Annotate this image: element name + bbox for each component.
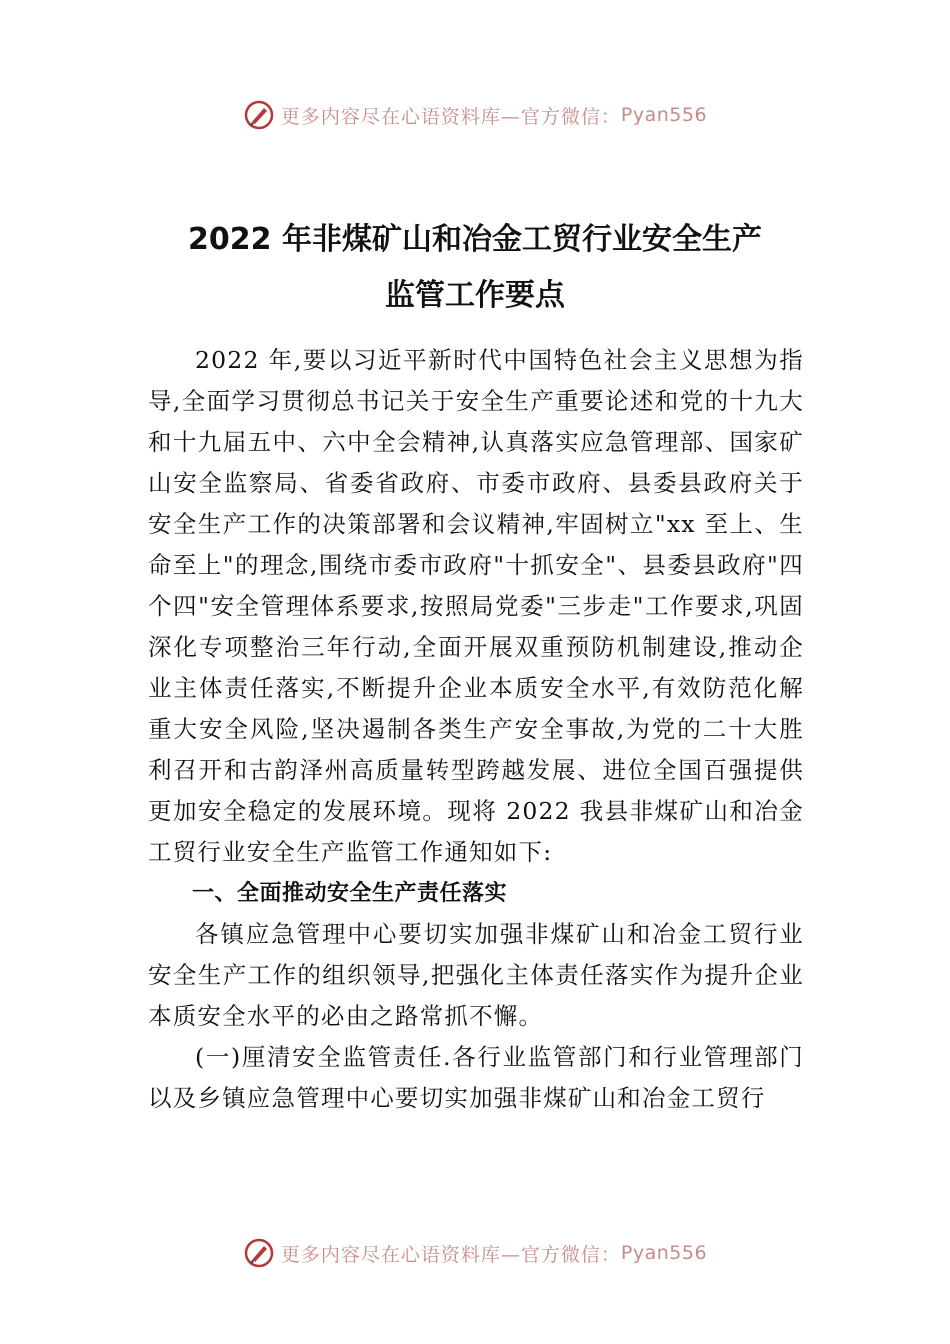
banner-wechat-id: Pyan556 [620,104,708,126]
banner-text: 更多内容尽在心语资料库—官方微信： [280,1243,621,1266]
section-1-paragraph: 各镇应急管理中心要切实加强非煤矿山和冶金工贸行业安全生产工作的组织领导,把强化主体责任落实作为提升企业本质安全水平的必由之路常抓不懈。 [148,920,804,1030]
pen-seal-icon [243,1237,275,1269]
intro-paragraph: 2022 年,要以习近平新时代中国特色社会主义思想为指导,全面学习贯彻总书记关于安全生产重要论述和党的十九大和十九届五中、六中全会精神,认真落实应急管理部、国家矿山安全监察局、省委省政府、市委市政府、县委县政府关于安全生产工作的决策部署和会议精神,牢固树立"xx 至上、生命至上"的理念,围绕市委市政府"十抓安全"、县委县政府"四个四"安全管理体系要求,按照局党委"三步走"工作要求,巩固深化专项整治三年行动,全面开展双重预防机制建设,推动企业主体责任落实,不断提升企业本质安全水平,有效防范化解重大安全风险,坚决遏制各类生产安全事故,为党的二十大胜利召开和古韵泽州高质量转型跨越发展、进位全国百强提供更加安全稳定的发展环境。现将 2022 我县非煤矿山和冶金工贸行业安全生产监管工作通知如下: [148,346,804,866]
document-title [100,212,850,324]
document-body [148,340,804,1119]
banner-wechat-id: Pyan556 [620,1242,708,1264]
title-line-2: 监管工作要点 [385,278,565,313]
subsection-1-paragraph: (一)厘清安全监管责任.各行业监管部门和行业管理部门以及乡镇应急管理中心要切实加强非煤矿山和冶金工贸行 [148,1043,804,1112]
section-heading-1: 一、全面推动安全生产责任落实 [192,881,508,906]
header-banner [0,95,950,135]
pen-seal-icon [243,99,275,131]
title-line-1: 2022 年非煤矿山和冶金工贸行业安全生产 [188,222,762,257]
footer-banner [0,1233,950,1273]
banner-text: 更多内容尽在心语资料库—官方微信： [280,105,621,128]
